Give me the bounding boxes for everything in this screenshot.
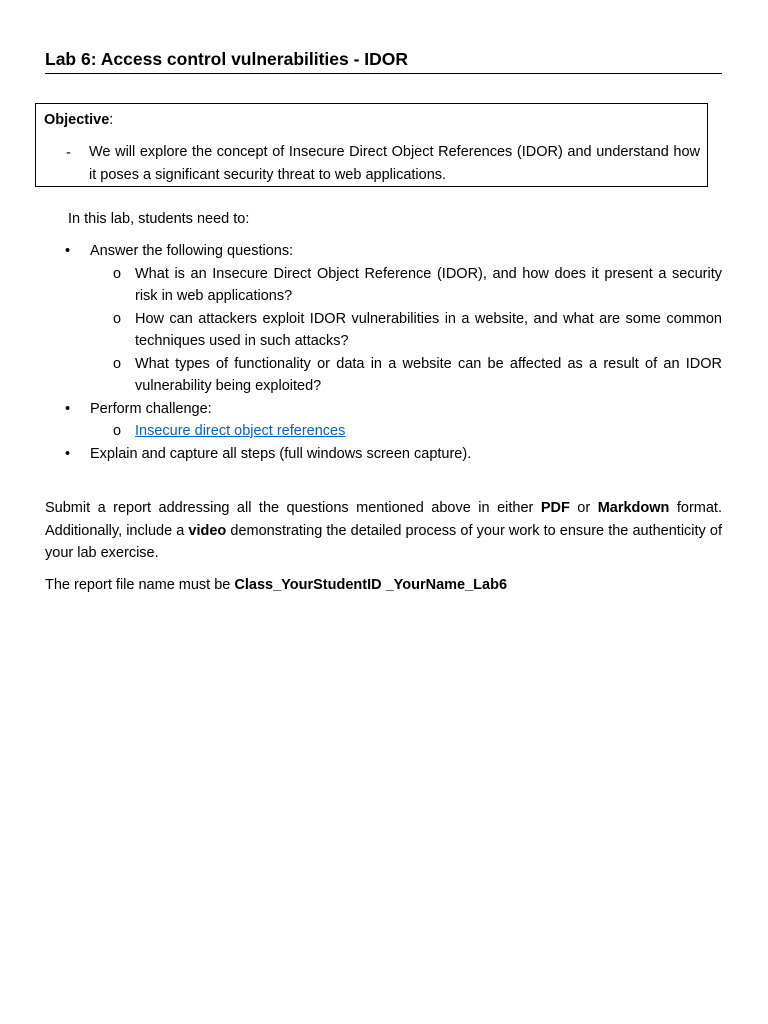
submit-paragraph [45, 497, 722, 565]
filename-paragraph [45, 574, 722, 597]
question-item [45, 353, 722, 398]
bullet-icon: • [65, 243, 71, 259]
bullet-icon: • [65, 445, 71, 462]
task-perform-challenge [45, 398, 722, 421]
question-item [45, 308, 722, 353]
question-text: What is an Insecure Direct Object Reference (IDOR), and how does it present a security risk in web applications? [135, 265, 722, 304]
submit-text-2: format. Additionally, include a [45, 500, 722, 539]
objective-dash: - [66, 145, 71, 161]
page-title: Lab 6: Access control vulnerabilities - IDOR [45, 49, 722, 74]
submit-pdf: PDF [540, 500, 570, 516]
objective-box [35, 103, 708, 187]
task-label: Explain and capture all steps (full windows screen capture). [90, 445, 472, 462]
submit-video: video [188, 522, 227, 539]
filename-prefix: The report file name must be [45, 577, 235, 593]
sub-bullet-icon: o [113, 355, 122, 372]
task-label: Answer the following questions: [90, 243, 294, 259]
challenge-link[interactable]: Insecure direct object references [135, 423, 346, 439]
intro-text: In this lab, students need to: [68, 211, 250, 227]
sub-bullet-icon: o [113, 265, 122, 282]
sub-bullet-icon: o [113, 423, 122, 439]
question-text: What types of functionality or data in a website can be affected as a result of an IDOR vulnerability being exploited? [135, 355, 722, 394]
objective-heading [44, 111, 113, 129]
objective-colon: : [109, 112, 114, 128]
submit-text-1: Submit a report addressing all the questions mentioned above in either [45, 500, 541, 516]
task-answer-questions [45, 240, 722, 263]
submit-text-3: demonstrating the detailed process of your work to ensure the authenticity of your lab exercise. [45, 522, 722, 561]
submit-or: or [569, 500, 598, 516]
question-item [45, 263, 722, 308]
bullet-icon: • [65, 400, 71, 417]
filename-value: Class_YourStudentID _YourName_Lab6 [234, 577, 508, 593]
task-explain-capture [45, 443, 722, 466]
objective-label: Objective [44, 112, 110, 128]
question-text: How can attackers exploit IDOR vulnerabilities in a website, and what are some common techniques used in such attacks? [135, 310, 722, 349]
task-list [45, 240, 722, 465]
objective-text: We will explore the concept of Insecure Direct Object References (IDOR) and understand how it poses a significant security threat to web applications. [89, 144, 700, 183]
task-label: Perform challenge: [90, 400, 212, 417]
challenge-item [45, 420, 722, 443]
sub-bullet-icon: o [113, 310, 122, 327]
submit-markdown: Markdown [597, 500, 670, 516]
